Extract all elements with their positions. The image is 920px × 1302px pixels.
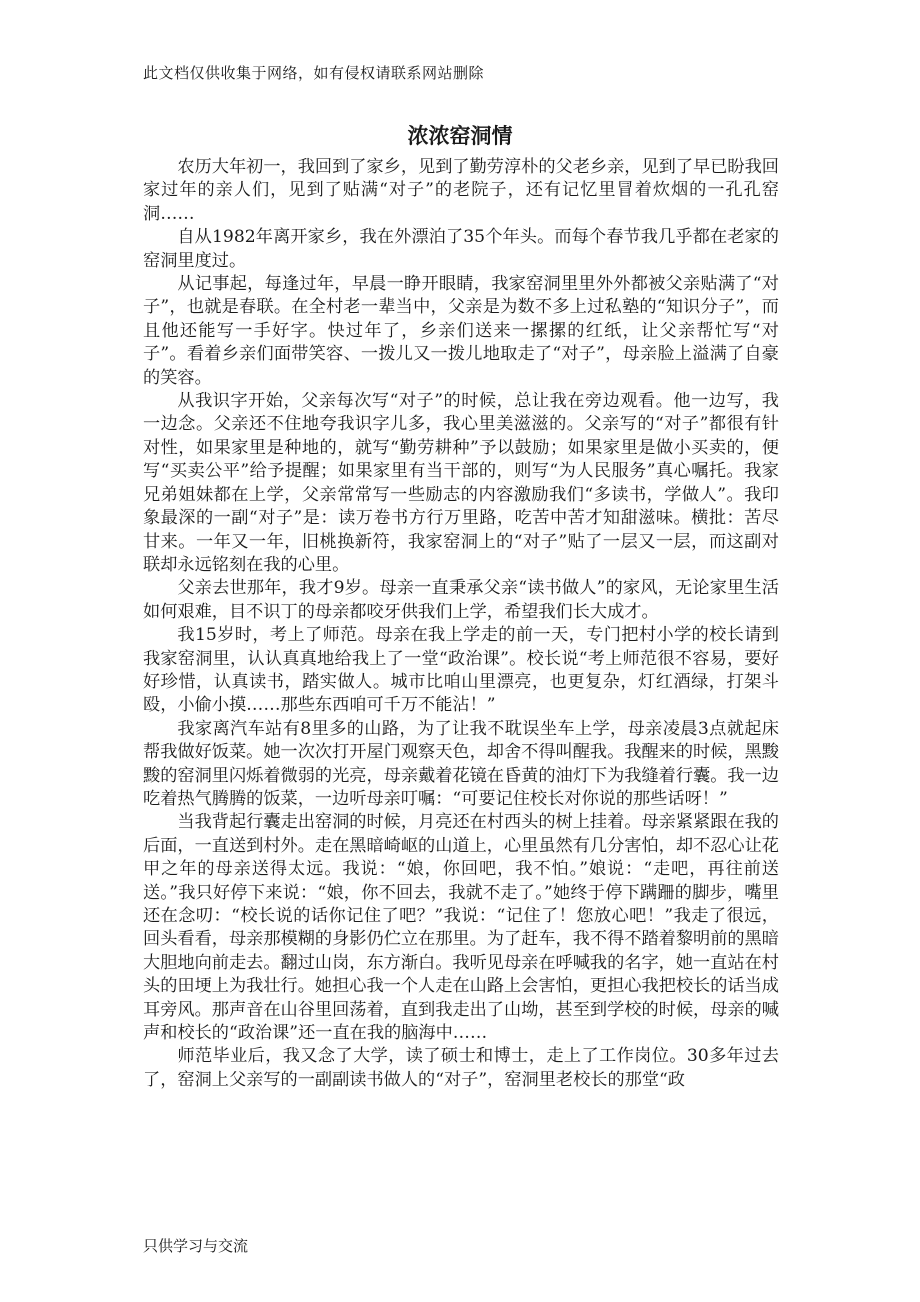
article-title: 浓浓窑洞情: [407, 124, 513, 148]
paragraph: 从记事起，每逢过年，早晨一睁开眼睛，我家窑洞里里外外都被父亲贴满了“对子”，也就是春联。在全村老一辈当中，父亲是为数不多上过私塾的“知识分子”，而且他还能写一手好字。快过年了，乡亲们送来一摞摞的红纸，让父亲帮忙写“对子”。看着乡亲们面带笑容、一拨儿又一拨儿地取走了“对子”，母亲脸上溢满了自豪的笑容。: [143, 274, 779, 388]
paragraph: 我15岁时，考上了师范。母亲在我上学走的前一天，专门把村小学的校长请到我家窑洞里，认认真真地给我上了一堂“政治课”。校长说“考上师范很不容易，要好好珍惜，认真读书，踏实做人。城市比咱山里漂亮，也更复杂，灯红酒绿，打架斗殴，小偷小摸……那些东西咱可千万不能沾！”: [143, 625, 779, 716]
page-footer: 只供学习与交流: [143, 1237, 249, 1255]
paragraph: 师范毕业后，我又念了大学，读了硕士和博士，走上了工作岗位。30多年过去了，窑洞上父亲写的一副副读书做人的“对子”，窑洞里老校长的那堂“政: [143, 1046, 779, 1090]
page-header-notice: 此文档仅供收集于网络，如有侵权请联系网站删除: [143, 64, 485, 82]
paragraph: 当我背起行囊走出窑洞的时候，月亮还在村西头的树上挂着。母亲紧紧跟在我的后面，一直送到村外。走在黑暗崎岖的山道上，心里虽然有几分害怕，却不忍心让花甲之年的母亲送得太远。我说：“娘，你回吧，我不怕。”娘说：“走吧，再往前送送。”我只好停下来说：“娘，你不回去，我就不走了。”她终于停下蹒跚的脚步，嘴里还在念叨：“校长说的话你记住了吧？”我说：“记住了！您放心吧！”我走了很远，回头看看，母亲那模糊的身影仍伫立在那里。为了赶车，我不得不踏着黎明前的黑暗大胆地向前走去。翻过山岗，东方渐白。我听见母亲在呼喊我的名字，她一直站在村头的田埂上为我壮行。她担心我一个人走在山路上会害怕，更担心我把校长的话当成耳旁风。那声音在山谷里回荡着，直到我走出了山坳，甚至到学校的时候，母亲的喊声和校长的“政治课”还一直在我的脑海中……: [143, 812, 779, 1044]
paragraph: 我家离汽车站有8里多的山路，为了让我不耽误坐车上学，母亲凌晨3点就起床帮我做好饭菜。她一次次打开屋门观察天色，却舍不得叫醒我。我醒来的时候，黑黢黢的窑洞里闪烁着微弱的光亮，母亲戴着花镜在昏黄的油灯下为我缝着行囊。我一边吃着热气腾腾的饭菜，一边听母亲叮嘱：“可要记住校长对你说的那些话呀！”: [143, 718, 779, 809]
paragraph: 父亲去世那年，我才9岁。母亲一直秉承父亲“读书做人”的家风，无论家里生活如何艰难，目不识丁的母亲都咬牙供我们上学，希望我们长大成才。: [143, 578, 779, 622]
paragraph: 从我识字开始，父亲每次写“对子”的时候，总让我在旁边观看。他一边写，我一边念。父亲还不住地夸我识字儿多，我心里美滋滋的。父亲写的“对子”都很有针对性，如果家里是种地的，就写“勤劳耕种”予以鼓励；如果家里是做小买卖的，便写“买卖公平”给予提醒；如果家里有当干部的，则写“为人民服务”真心嘱托。我家兄弟姐妹都在上学，父亲常常写一些励志的内容激励我们“多读书，学做人”。我印象最深的一副“对子”是：读万卷书方行万里路，吃苦中苦才知甜滋味。横批：苦尽甘来。一年又一年，旧桃换新符，我家窑洞上的“对子”贴了一层又一层，而这副对联却永远铭刻在我的心里。: [143, 391, 779, 575]
paragraph: 自从1982年离开家乡，我在外漂泊了35个年头。而每个春节我几乎都在老家的窑洞里度过。: [143, 227, 779, 271]
paragraph: 农历大年初一，我回到了家乡，见到了勤劳淳朴的父老乡亲，见到了早已盼我回家过年的亲人们，见到了贴满“对子”的老院子，还有记忆里冒着炊烟的一孔孔窑洞……: [143, 157, 779, 224]
article-body: [143, 156, 779, 1092]
